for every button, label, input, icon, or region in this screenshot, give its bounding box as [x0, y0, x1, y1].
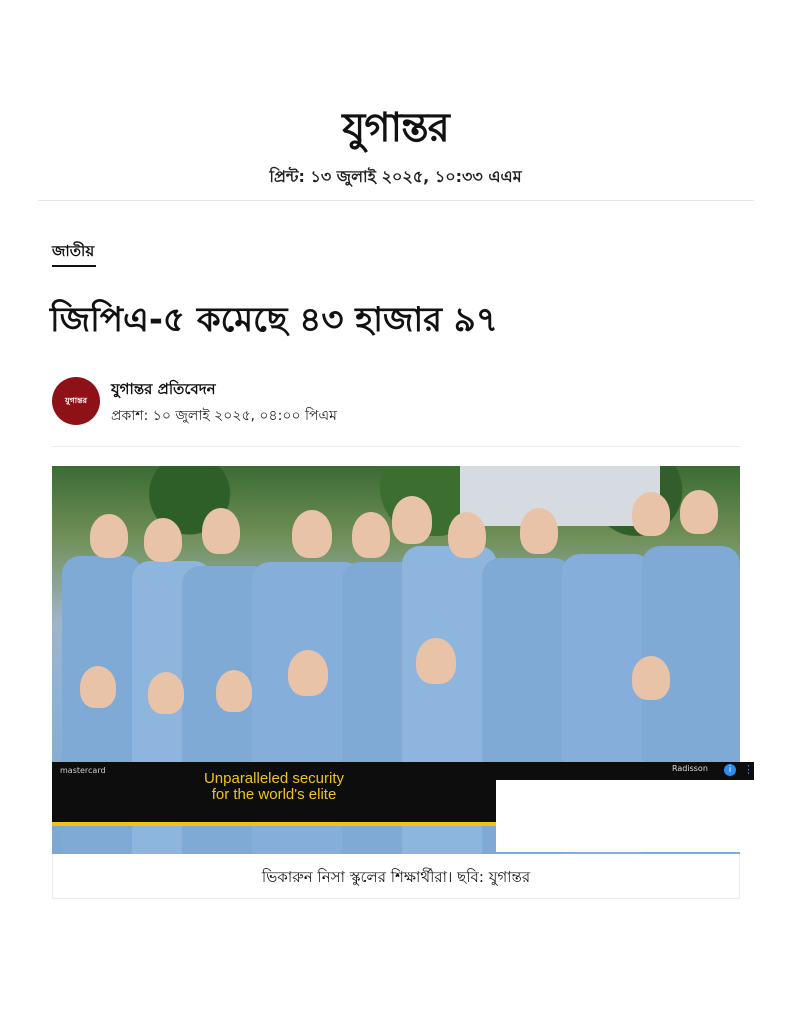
ad-headline-line2: for the world's elite	[211, 786, 337, 803]
photo-figure-face	[288, 650, 328, 696]
photo-figure-face	[202, 508, 240, 554]
photo-figure-face	[148, 672, 184, 714]
ad-blank-area	[496, 780, 740, 852]
ad-sponsor-label: Radisson	[672, 764, 708, 773]
photo-figure-face	[144, 518, 182, 562]
photo-figure-face	[216, 670, 252, 712]
author-name[interactable]: যুগান্তর প্রতিবেদন	[111, 380, 216, 398]
photo-figure-face	[520, 508, 558, 554]
ad-headline-line1: Unparalleled security	[203, 770, 345, 787]
byline-divider	[52, 446, 740, 447]
photo-figure-face	[632, 656, 670, 700]
ad-accent-bar	[52, 822, 496, 826]
photo-figure-face	[392, 496, 432, 544]
header-divider	[38, 200, 754, 201]
article-headline: জিপিএ-৫ কমেছে ৪৩ হাজার ৯৭	[50, 300, 498, 340]
category-link[interactable]: জাতীয়	[52, 242, 95, 260]
info-icon[interactable]: i	[724, 764, 736, 776]
photo-figure-face	[448, 512, 486, 558]
photo-figure-face	[632, 492, 670, 536]
image-caption: ভিকারুন নিসা স্কুলের শিক্ষার্থীরা। ছবি: যুগান্তর	[261, 868, 531, 886]
ad-brand: mastercard	[60, 766, 106, 775]
advertisement-banner[interactable]	[52, 762, 496, 826]
photo-figure-face	[90, 514, 128, 558]
author-avatar-text: যুগান্তর	[64, 395, 88, 405]
site-logo[interactable]: যুগান্তর	[342, 104, 449, 151]
ad-top-strip	[496, 762, 754, 780]
photo-figure-face	[416, 638, 456, 684]
masthead	[0, 100, 791, 156]
author-avatar[interactable]	[52, 377, 100, 425]
photo-building	[460, 466, 660, 526]
photo-figure-face	[352, 512, 390, 558]
kebab-menu-icon[interactable]: ⋮	[743, 763, 754, 776]
category-underline	[52, 265, 96, 267]
photo-figure-face	[292, 510, 332, 558]
print-date: প্রিন্ট: ১৩ জুলাই ২০২৫, ১০:৩৩ এএম	[269, 167, 522, 186]
photo-figure-face	[680, 490, 718, 534]
photo-figure-face	[80, 666, 116, 708]
publish-date: প্রকাশ: ১০ জুলাই ২০২৫, ০৪:০০ পিএম	[111, 408, 337, 424]
